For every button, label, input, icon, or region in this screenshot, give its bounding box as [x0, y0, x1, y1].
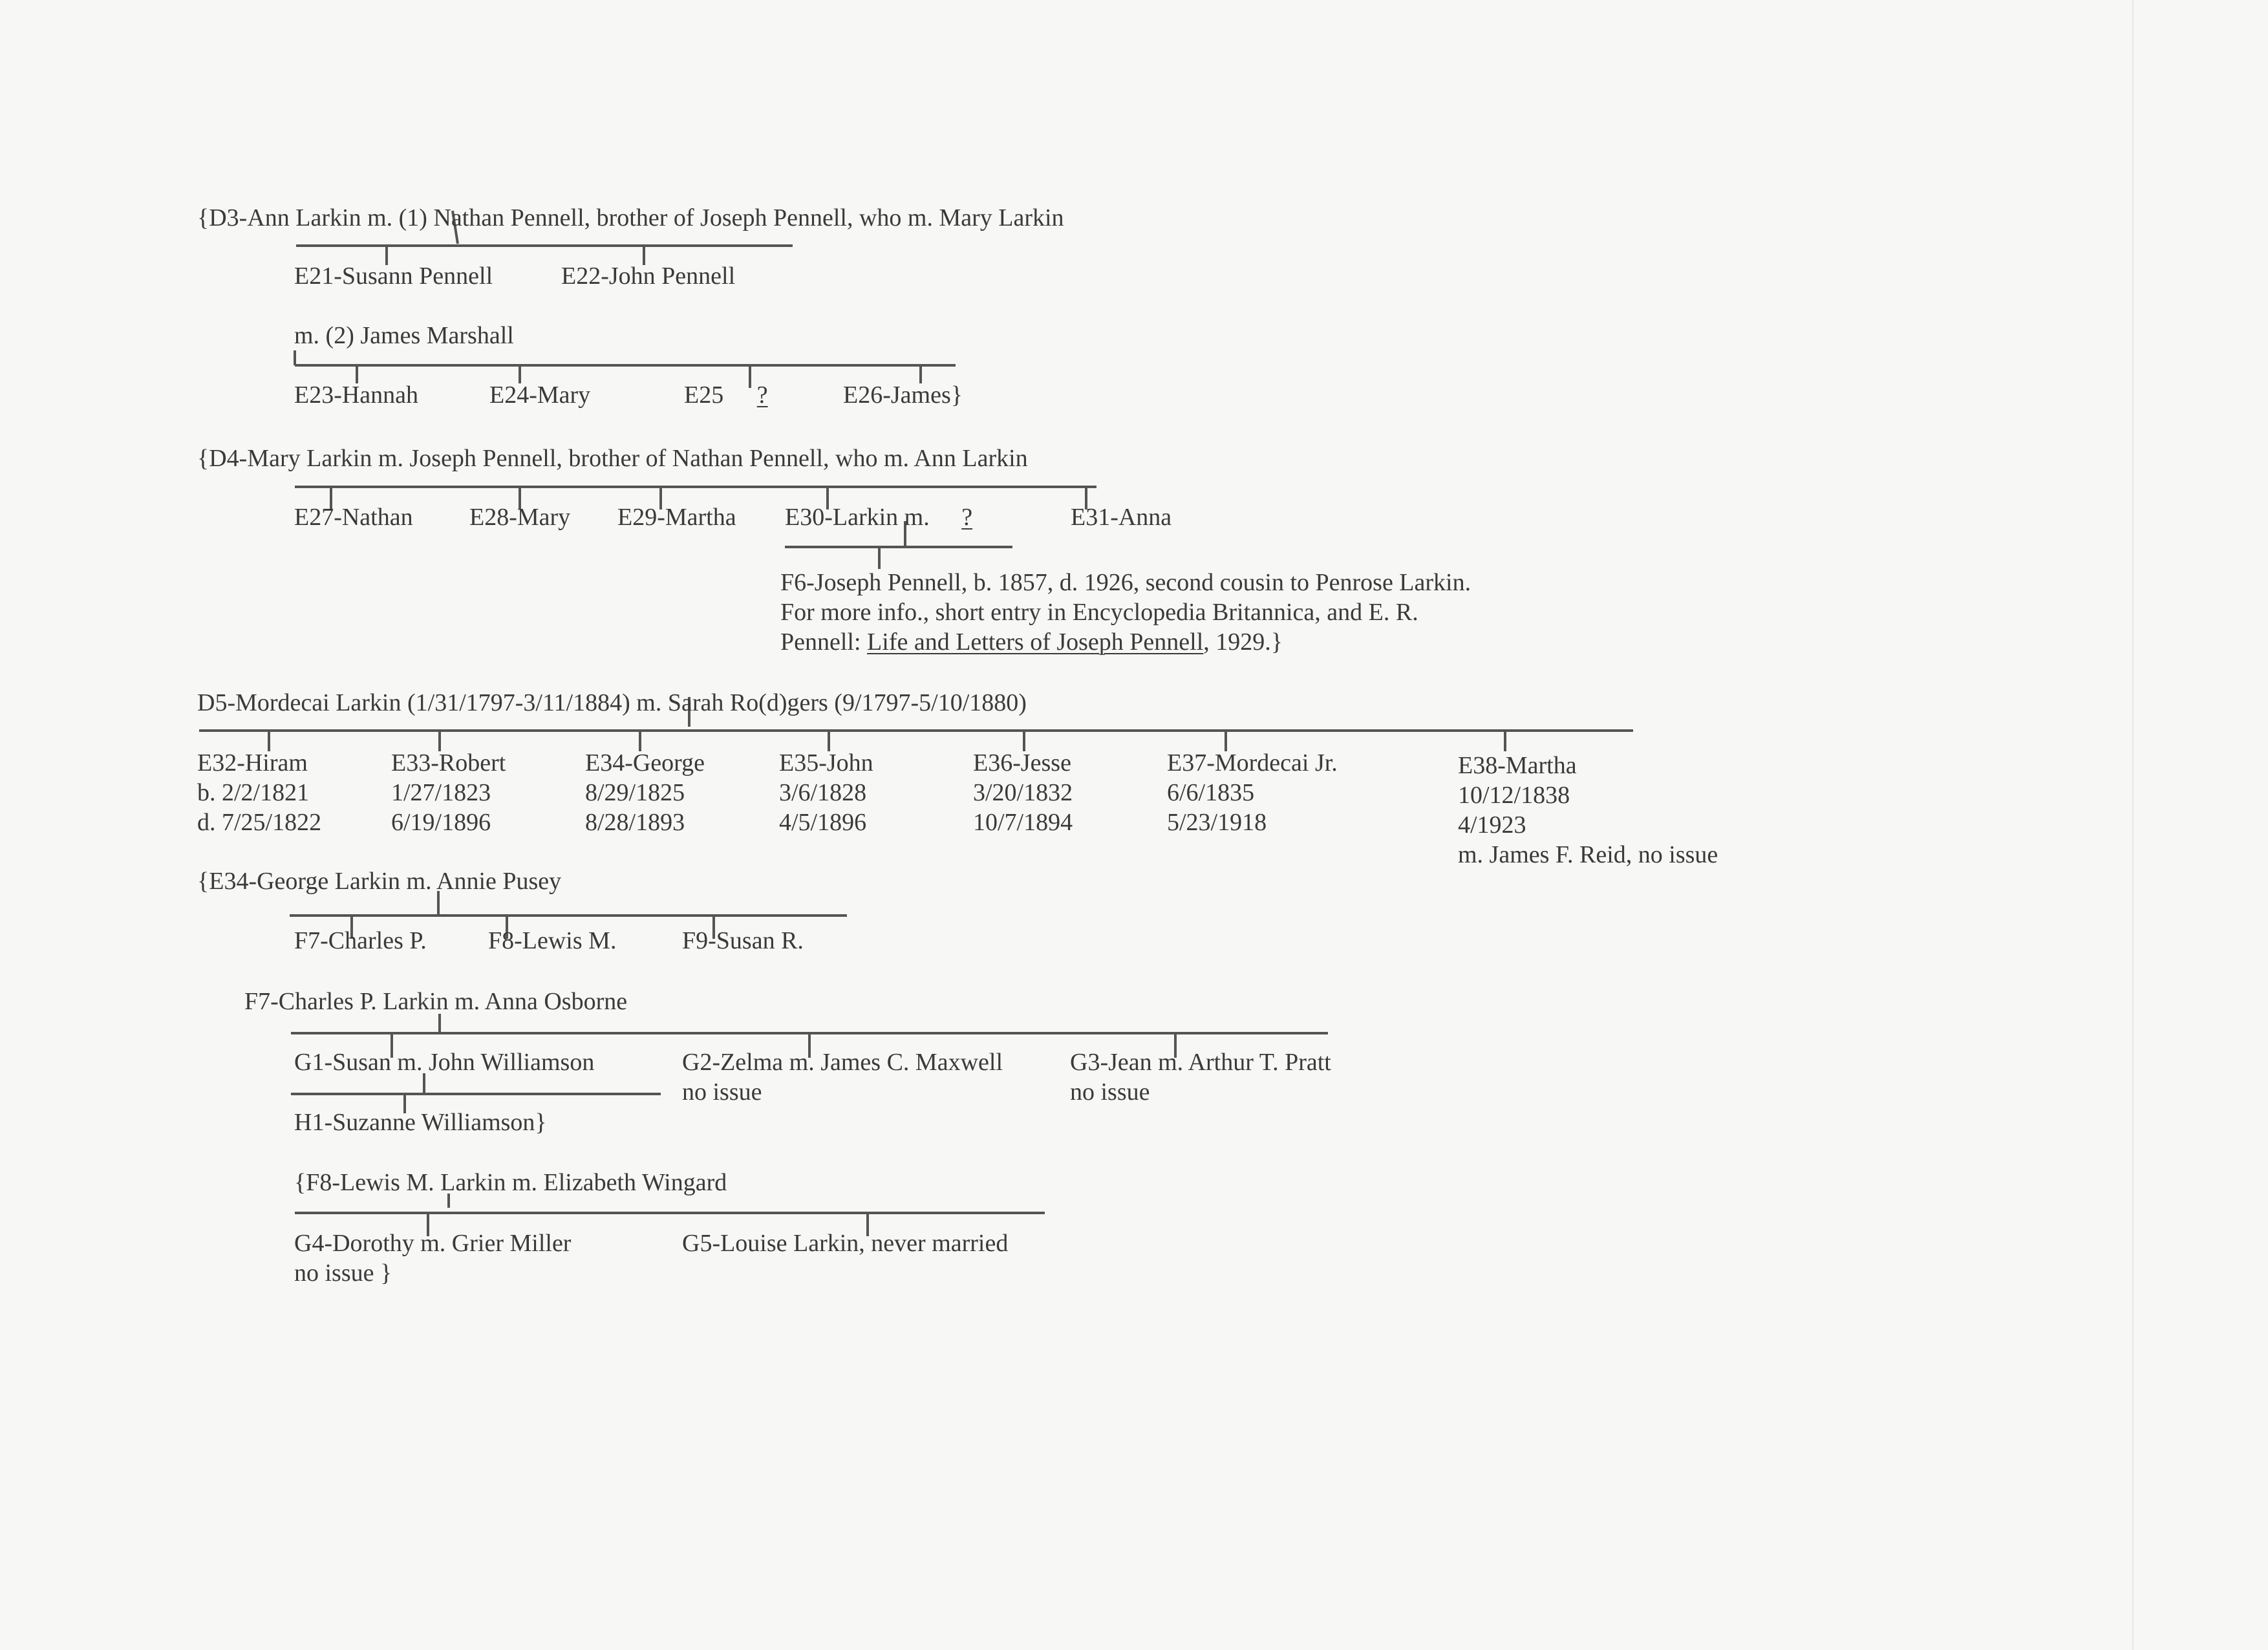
d4-heading: {D4-Mary Larkin m. Joseph Pennell, brother of Nathan Pennell, who m. Ann Larkin: [197, 445, 1028, 472]
child-e34-died: 8/28/1893: [585, 809, 685, 836]
child-e25: E25 ?: [684, 380, 794, 410]
f8-heading: {F8-Lewis M. Larkin m. Elizabeth Wingard: [294, 1169, 727, 1196]
d3-marriage-2: m. (2) James Marshall: [294, 322, 514, 349]
child-e32-name: E32-Hiram: [197, 749, 308, 777]
child-e37-name: E37-Mordecai Jr.: [1167, 749, 1338, 777]
child-f7: F7-Charles P.: [294, 927, 427, 954]
child-e38-note: m. James F. Reid, no issue: [1458, 841, 1718, 868]
child-e31: E31-Anna: [1071, 504, 1172, 531]
child-e34-born: 8/29/1825: [585, 779, 685, 806]
child-e37-died: 5/23/1918: [1167, 809, 1267, 836]
child-g2-note: no issue: [682, 1078, 762, 1106]
child-g5: G5-Louise Larkin, never married: [682, 1230, 1009, 1257]
child-e33-died: 6/19/1896: [391, 809, 491, 836]
child-e38-died: 4/1923: [1458, 811, 1526, 839]
f6-line-1: F6-Joseph Pennell, b. 1857, d. 1926, second cousin to Penrose Larkin.: [780, 569, 1471, 596]
child-g4-note: no issue }: [294, 1259, 392, 1287]
e34-heading: {E34-George Larkin m. Annie Pusey: [197, 868, 562, 895]
child-e36-born: 3/20/1832: [973, 779, 1073, 806]
child-e26: E26-James}: [843, 381, 963, 409]
child-g1: G1-Susan m. John Williamson: [294, 1049, 595, 1076]
child-e32-born: b. 2/2/1821: [197, 779, 310, 806]
child-e37-born: 6/6/1835: [1167, 779, 1255, 806]
child-f9: F9-Susan R.: [682, 927, 804, 954]
unknown-name-e25: ?: [756, 381, 768, 409]
child-e30: E30-Larkin m. ?: [785, 502, 987, 532]
child-e24: E24-Mary: [489, 381, 591, 409]
f7-heading: F7-Charles P. Larkin m. Anna Osborne: [244, 988, 628, 1015]
child-g4: G4-Dorothy m. Grier Miller: [294, 1230, 572, 1257]
child-e33-born: 1/27/1823: [391, 779, 491, 806]
child-e27: E27-Nathan: [294, 504, 413, 531]
child-e33-name: E33-Robert: [391, 749, 506, 777]
child-e29: E29-Martha: [617, 504, 736, 531]
d3-heading: {D3-Ann Larkin m. (1) Nathan Pennell, brother of Joseph Pennell, who m. Mary Larkin: [197, 204, 1064, 231]
child-e38-name: E38-Martha: [1458, 752, 1577, 779]
child-e35-name: E35-John: [779, 749, 873, 777]
child-e32-died: d. 7/25/1822: [197, 809, 322, 836]
child-e22: E22-John Pennell: [561, 262, 736, 290]
unknown-spouse-e30: ?: [961, 504, 973, 531]
child-e35-died: 4/5/1896: [779, 809, 867, 836]
book-title: Life and Letters of Joseph Pennell: [867, 628, 1204, 656]
child-g3-note: no issue: [1070, 1078, 1150, 1106]
child-e36-died: 10/7/1894: [973, 809, 1073, 836]
grandchild-h1: H1-Suzanne Williamson}: [294, 1109, 547, 1136]
f6-line-3: Pennell: Life and Letters of Joseph Pennell, 1929.}: [780, 628, 1283, 656]
child-f8: F8-Lewis M.: [488, 927, 617, 954]
f6-line-2: For more info., short entry in Encyclopedia Britannica, and E. R.: [780, 599, 1418, 626]
child-e21: E21-Susann Pennell: [294, 262, 493, 290]
child-e34-name: E34-George: [585, 749, 705, 777]
child-e35-born: 3/6/1828: [779, 779, 867, 806]
child-e23: E23-Hannah: [294, 381, 419, 409]
child-e28: E28-Mary: [469, 504, 571, 531]
d5-heading: D5-Mordecai Larkin (1/31/1797-3/11/1884) m. Sarah Ro(d)gers (9/1797-5/10/1880): [197, 689, 1027, 716]
child-e38-born: 10/12/1838: [1458, 782, 1570, 809]
child-g2: G2-Zelma m. James C. Maxwell: [682, 1049, 1003, 1076]
child-g3: G3-Jean m. Arthur T. Pratt: [1070, 1049, 1331, 1076]
child-e36-name: E36-Jesse: [973, 749, 1071, 777]
